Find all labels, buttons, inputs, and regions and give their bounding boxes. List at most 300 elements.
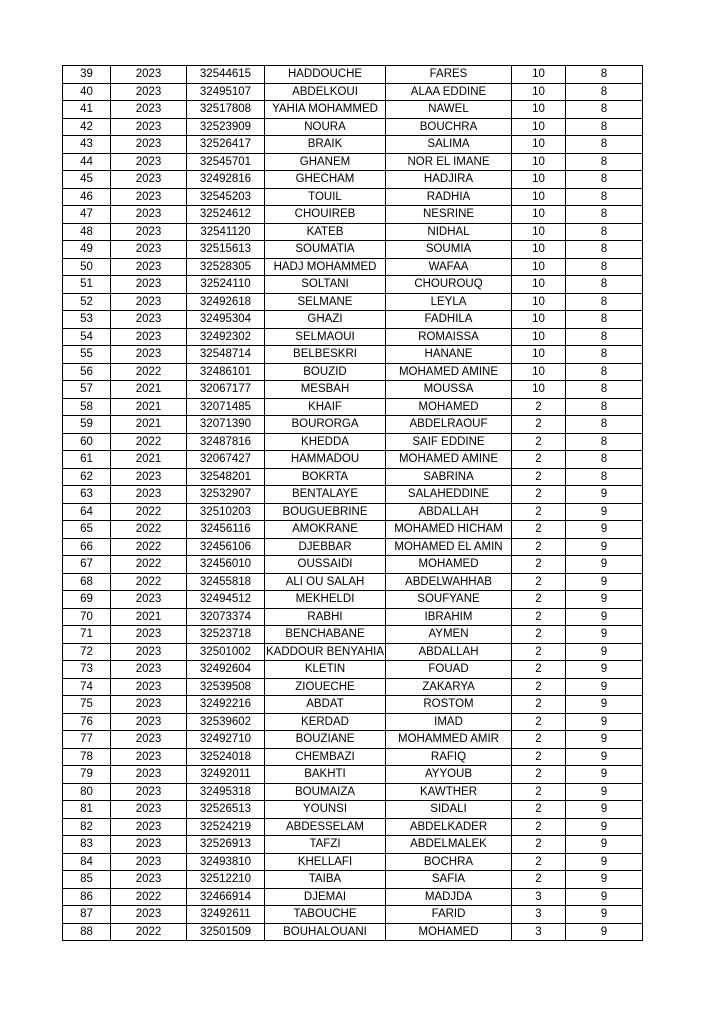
row-number-cell: 79 [63, 766, 111, 784]
table-row [63, 83, 643, 101]
registration-id-cell: 32466914 [187, 888, 265, 906]
year-cell: 2023 [111, 713, 187, 731]
first-name-cell: IMAD [386, 713, 512, 731]
registration-id-cell: 32067177 [187, 381, 265, 399]
group-cell: 2 [512, 608, 566, 626]
first-name-cell: RAFIQ [386, 748, 512, 766]
year-cell: 2023 [111, 66, 187, 84]
registration-id-cell: 32526913 [187, 836, 265, 854]
year-cell: 2023 [111, 118, 187, 136]
registration-id-cell: 32456116 [187, 521, 265, 539]
year-cell: 2023 [111, 101, 187, 119]
first-name-cell: SABRINA [386, 468, 512, 486]
year-cell: 2022 [111, 556, 187, 574]
table-row [63, 521, 643, 539]
year-cell: 2023 [111, 486, 187, 504]
last-name-cell: HAMMADOU [265, 451, 386, 469]
first-name-cell: FOUAD [386, 661, 512, 679]
registration-id-cell: 32548714 [187, 346, 265, 364]
group-cell: 10 [512, 381, 566, 399]
section-cell: 9 [566, 766, 643, 784]
section-cell: 8 [566, 171, 643, 189]
group-cell: 2 [512, 626, 566, 644]
year-cell: 2023 [111, 801, 187, 819]
last-name-cell: KLETIN [265, 661, 386, 679]
last-name-cell: KERDAD [265, 713, 386, 731]
last-name-cell: OUSSAIDI [265, 556, 386, 574]
year-cell: 2023 [111, 206, 187, 224]
first-name-cell: ABDALLAH [386, 643, 512, 661]
group-cell: 2 [512, 836, 566, 854]
section-cell: 8 [566, 381, 643, 399]
row-number-cell: 71 [63, 626, 111, 644]
group-cell: 2 [512, 503, 566, 521]
group-cell: 3 [512, 923, 566, 941]
row-number-cell: 42 [63, 118, 111, 136]
row-number-cell: 57 [63, 381, 111, 399]
row-number-cell: 78 [63, 748, 111, 766]
row-number-cell: 64 [63, 503, 111, 521]
registration-id-cell: 32517808 [187, 101, 265, 119]
first-name-cell: NESRINE [386, 206, 512, 224]
section-cell: 8 [566, 258, 643, 276]
row-number-cell: 45 [63, 171, 111, 189]
last-name-cell: YOUNSI [265, 801, 386, 819]
first-name-cell: AYYOUB [386, 766, 512, 784]
registration-id-cell: 32486101 [187, 363, 265, 381]
first-name-cell: BOCHRA [386, 853, 512, 871]
registration-id-cell: 32456010 [187, 556, 265, 574]
last-name-cell: BOUZID [265, 363, 386, 381]
table-row [63, 696, 643, 714]
registration-id-cell: 32501509 [187, 923, 265, 941]
year-cell: 2023 [111, 223, 187, 241]
group-cell: 2 [512, 801, 566, 819]
group-cell: 10 [512, 258, 566, 276]
group-cell: 2 [512, 748, 566, 766]
section-cell: 9 [566, 783, 643, 801]
last-name-cell: AMOKRANE [265, 521, 386, 539]
first-name-cell: NOR EL IMANE [386, 153, 512, 171]
registration-id-cell: 32524612 [187, 206, 265, 224]
group-cell: 10 [512, 171, 566, 189]
table-body [63, 66, 643, 941]
table-row [63, 591, 643, 609]
registration-id-cell: 32515613 [187, 241, 265, 259]
group-cell: 2 [512, 573, 566, 591]
year-cell: 2022 [111, 503, 187, 521]
table-row [63, 906, 643, 924]
group-cell: 2 [512, 538, 566, 556]
row-number-cell: 81 [63, 801, 111, 819]
registration-id-cell: 32495318 [187, 783, 265, 801]
last-name-cell: SELMANE [265, 293, 386, 311]
last-name-cell: BAKHTI [265, 766, 386, 784]
last-name-cell: BENCHABANE [265, 626, 386, 644]
last-name-cell: RABHI [265, 608, 386, 626]
group-cell: 10 [512, 188, 566, 206]
last-name-cell: ALI OU SALAH [265, 573, 386, 591]
group-cell: 2 [512, 661, 566, 679]
last-name-cell: BOURORGA [265, 416, 386, 434]
first-name-cell: FARID [386, 906, 512, 924]
last-name-cell: BOUHALOUANI [265, 923, 386, 941]
last-name-cell: HADDOUCHE [265, 66, 386, 84]
group-cell: 2 [512, 556, 566, 574]
registration-id-cell: 32548201 [187, 468, 265, 486]
group-cell: 10 [512, 328, 566, 346]
table-row [63, 748, 643, 766]
section-cell: 8 [566, 398, 643, 416]
group-cell: 2 [512, 591, 566, 609]
first-name-cell: HADJIRA [386, 171, 512, 189]
section-cell: 9 [566, 818, 643, 836]
first-name-cell: MOHAMED [386, 923, 512, 941]
section-cell: 9 [566, 573, 643, 591]
section-cell: 8 [566, 153, 643, 171]
first-name-cell: NIDHAL [386, 223, 512, 241]
section-cell: 9 [566, 731, 643, 749]
year-cell: 2023 [111, 276, 187, 294]
first-name-cell: ABDELRAOUF [386, 416, 512, 434]
last-name-cell: BOKRTA [265, 468, 386, 486]
section-cell: 8 [566, 101, 643, 119]
table-row [63, 66, 643, 84]
table-row [63, 153, 643, 171]
last-name-cell: SELMAOUI [265, 328, 386, 346]
row-number-cell: 62 [63, 468, 111, 486]
first-name-cell: ABDELMALEK [386, 836, 512, 854]
section-cell: 9 [566, 923, 643, 941]
row-number-cell: 86 [63, 888, 111, 906]
section-cell: 9 [566, 748, 643, 766]
row-number-cell: 69 [63, 591, 111, 609]
section-cell: 9 [566, 591, 643, 609]
row-number-cell: 65 [63, 521, 111, 539]
table-row [63, 433, 643, 451]
year-cell: 2023 [111, 626, 187, 644]
row-number-cell: 54 [63, 328, 111, 346]
last-name-cell: TABOUCHE [265, 906, 386, 924]
first-name-cell: FARES [386, 66, 512, 84]
year-cell: 2023 [111, 171, 187, 189]
registration-id-cell: 32501002 [187, 643, 265, 661]
row-number-cell: 88 [63, 923, 111, 941]
row-number-cell: 48 [63, 223, 111, 241]
group-cell: 2 [512, 731, 566, 749]
first-name-cell: SOUMIA [386, 241, 512, 259]
group-cell: 10 [512, 206, 566, 224]
section-cell: 8 [566, 223, 643, 241]
section-cell: 8 [566, 451, 643, 469]
table-row [63, 643, 643, 661]
year-cell: 2023 [111, 346, 187, 364]
year-cell: 2023 [111, 591, 187, 609]
row-number-cell: 39 [63, 66, 111, 84]
group-cell: 2 [512, 853, 566, 871]
group-cell: 2 [512, 468, 566, 486]
last-name-cell: DJEMAI [265, 888, 386, 906]
section-cell: 9 [566, 521, 643, 539]
table-row [63, 363, 643, 381]
year-cell: 2023 [111, 783, 187, 801]
last-name-cell: YAHIA MOHAMMED [265, 101, 386, 119]
year-cell: 2022 [111, 573, 187, 591]
table-row [63, 486, 643, 504]
group-cell: 10 [512, 66, 566, 84]
row-number-cell: 50 [63, 258, 111, 276]
last-name-cell: GHECHAM [265, 171, 386, 189]
table-row [63, 871, 643, 889]
registration-id-cell: 32495107 [187, 83, 265, 101]
group-cell: 3 [512, 906, 566, 924]
last-name-cell: BENTALAYE [265, 486, 386, 504]
last-name-cell: HADJ MOHAMMED [265, 258, 386, 276]
row-number-cell: 59 [63, 416, 111, 434]
registration-id-cell: 32539602 [187, 713, 265, 731]
table-row [63, 818, 643, 836]
table-row [63, 381, 643, 399]
last-name-cell: ZIOUECHE [265, 678, 386, 696]
last-name-cell: BOUZIANE [265, 731, 386, 749]
registration-id-cell: 32487816 [187, 433, 265, 451]
table-row [63, 223, 643, 241]
section-cell: 9 [566, 538, 643, 556]
row-number-cell: 73 [63, 661, 111, 679]
first-name-cell: LEYLA [386, 293, 512, 311]
first-name-cell: BOUCHRA [386, 118, 512, 136]
table-row [63, 836, 643, 854]
registration-id-cell: 32073374 [187, 608, 265, 626]
year-cell: 2022 [111, 923, 187, 941]
year-cell: 2023 [111, 748, 187, 766]
registration-id-cell: 32455818 [187, 573, 265, 591]
registration-id-cell: 32456106 [187, 538, 265, 556]
row-number-cell: 77 [63, 731, 111, 749]
row-number-cell: 41 [63, 101, 111, 119]
registration-id-cell: 32495304 [187, 311, 265, 329]
year-cell: 2023 [111, 696, 187, 714]
last-name-cell: CHEMBAZI [265, 748, 386, 766]
first-name-cell: SAFIA [386, 871, 512, 889]
first-name-cell: MOHAMED AMINE [386, 451, 512, 469]
section-cell: 8 [566, 241, 643, 259]
last-name-cell: ABDELKOUI [265, 83, 386, 101]
last-name-cell: KADDOUR BENYAHIA [265, 643, 386, 661]
section-cell: 9 [566, 888, 643, 906]
year-cell: 2022 [111, 888, 187, 906]
group-cell: 2 [512, 521, 566, 539]
section-cell: 9 [566, 836, 643, 854]
table-row [63, 258, 643, 276]
first-name-cell: SAIF EDDINE [386, 433, 512, 451]
section-cell: 8 [566, 311, 643, 329]
registration-id-cell: 32523909 [187, 118, 265, 136]
table-row [63, 416, 643, 434]
first-name-cell: MADJDA [386, 888, 512, 906]
registration-id-cell: 32494512 [187, 591, 265, 609]
section-cell: 9 [566, 696, 643, 714]
table-row [63, 731, 643, 749]
registration-id-cell: 32071390 [187, 416, 265, 434]
row-number-cell: 44 [63, 153, 111, 171]
table-row [63, 888, 643, 906]
table-row [63, 328, 643, 346]
table-row [63, 346, 643, 364]
row-number-cell: 58 [63, 398, 111, 416]
group-cell: 10 [512, 311, 566, 329]
last-name-cell: KHAIF [265, 398, 386, 416]
registration-id-cell: 32532907 [187, 486, 265, 504]
group-cell: 2 [512, 678, 566, 696]
table-row [63, 766, 643, 784]
year-cell: 2023 [111, 328, 187, 346]
row-number-cell: 49 [63, 241, 111, 259]
registration-id-cell: 32493810 [187, 853, 265, 871]
table-row [63, 136, 643, 154]
registration-id-cell: 32510203 [187, 503, 265, 521]
section-cell: 8 [566, 346, 643, 364]
year-cell: 2023 [111, 853, 187, 871]
year-cell: 2023 [111, 766, 187, 784]
row-number-cell: 82 [63, 818, 111, 836]
group-cell: 10 [512, 223, 566, 241]
group-cell: 2 [512, 766, 566, 784]
section-cell: 8 [566, 363, 643, 381]
section-cell: 9 [566, 661, 643, 679]
row-number-cell: 75 [63, 696, 111, 714]
registration-id-cell: 32492618 [187, 293, 265, 311]
first-name-cell: WAFAA [386, 258, 512, 276]
group-cell: 10 [512, 346, 566, 364]
last-name-cell: ABDESSELAM [265, 818, 386, 836]
first-name-cell: ABDALLAH [386, 503, 512, 521]
registration-id-cell: 32524018 [187, 748, 265, 766]
row-number-cell: 60 [63, 433, 111, 451]
row-number-cell: 53 [63, 311, 111, 329]
registration-id-cell: 32492611 [187, 906, 265, 924]
section-cell: 9 [566, 486, 643, 504]
row-number-cell: 85 [63, 871, 111, 889]
first-name-cell: ZAKARYA [386, 678, 512, 696]
row-number-cell: 84 [63, 853, 111, 871]
year-cell: 2021 [111, 381, 187, 399]
section-cell: 8 [566, 83, 643, 101]
first-name-cell: AYMEN [386, 626, 512, 644]
row-number-cell: 52 [63, 293, 111, 311]
last-name-cell: TAIBA [265, 871, 386, 889]
year-cell: 2023 [111, 818, 187, 836]
row-number-cell: 87 [63, 906, 111, 924]
year-cell: 2023 [111, 661, 187, 679]
row-number-cell: 55 [63, 346, 111, 364]
first-name-cell: MOHAMED AMINE [386, 363, 512, 381]
table-row [63, 503, 643, 521]
year-cell: 2023 [111, 258, 187, 276]
last-name-cell: KHEDDA [265, 433, 386, 451]
table-row [63, 556, 643, 574]
table-row [63, 188, 643, 206]
group-cell: 10 [512, 241, 566, 259]
section-cell: 9 [566, 801, 643, 819]
group-cell: 2 [512, 643, 566, 661]
group-cell: 2 [512, 433, 566, 451]
table-row [63, 713, 643, 731]
section-cell: 8 [566, 468, 643, 486]
section-cell: 9 [566, 608, 643, 626]
table-row [63, 608, 643, 626]
group-cell: 2 [512, 713, 566, 731]
registration-id-cell: 32492710 [187, 731, 265, 749]
student-table [62, 65, 643, 941]
group-cell: 10 [512, 153, 566, 171]
row-number-cell: 63 [63, 486, 111, 504]
document-sheet [62, 65, 643, 941]
registration-id-cell: 32492816 [187, 171, 265, 189]
registration-id-cell: 32512210 [187, 871, 265, 889]
last-name-cell: TOUIL [265, 188, 386, 206]
first-name-cell: MOUSSA [386, 381, 512, 399]
row-number-cell: 51 [63, 276, 111, 294]
section-cell: 9 [566, 626, 643, 644]
table-row [63, 538, 643, 556]
group-cell: 10 [512, 83, 566, 101]
section-cell: 8 [566, 433, 643, 451]
row-number-cell: 68 [63, 573, 111, 591]
last-name-cell: NOURA [265, 118, 386, 136]
section-cell: 9 [566, 678, 643, 696]
table-row [63, 241, 643, 259]
section-cell: 9 [566, 871, 643, 889]
group-cell: 2 [512, 416, 566, 434]
table-row [63, 923, 643, 941]
table-row [63, 801, 643, 819]
year-cell: 2023 [111, 311, 187, 329]
row-number-cell: 66 [63, 538, 111, 556]
registration-id-cell: 32492604 [187, 661, 265, 679]
row-number-cell: 76 [63, 713, 111, 731]
group-cell: 2 [512, 818, 566, 836]
last-name-cell: CHOUIREB [265, 206, 386, 224]
registration-id-cell: 32067427 [187, 451, 265, 469]
first-name-cell: HANANE [386, 346, 512, 364]
row-number-cell: 61 [63, 451, 111, 469]
registration-id-cell: 32524219 [187, 818, 265, 836]
table-row [63, 101, 643, 119]
registration-id-cell: 32492216 [187, 696, 265, 714]
year-cell: 2023 [111, 731, 187, 749]
year-cell: 2023 [111, 136, 187, 154]
registration-id-cell: 32526513 [187, 801, 265, 819]
first-name-cell: SIDALI [386, 801, 512, 819]
year-cell: 2021 [111, 608, 187, 626]
last-name-cell: BOUMAIZA [265, 783, 386, 801]
registration-id-cell: 32539508 [187, 678, 265, 696]
section-cell: 9 [566, 556, 643, 574]
year-cell: 2023 [111, 906, 187, 924]
group-cell: 10 [512, 118, 566, 136]
group-cell: 2 [512, 451, 566, 469]
last-name-cell: GHANEM [265, 153, 386, 171]
section-cell: 9 [566, 643, 643, 661]
first-name-cell: SOUFYANE [386, 591, 512, 609]
first-name-cell: SALIMA [386, 136, 512, 154]
year-cell: 2022 [111, 521, 187, 539]
row-number-cell: 70 [63, 608, 111, 626]
table-row [63, 276, 643, 294]
table-row [63, 783, 643, 801]
last-name-cell: BELBESKRI [265, 346, 386, 364]
